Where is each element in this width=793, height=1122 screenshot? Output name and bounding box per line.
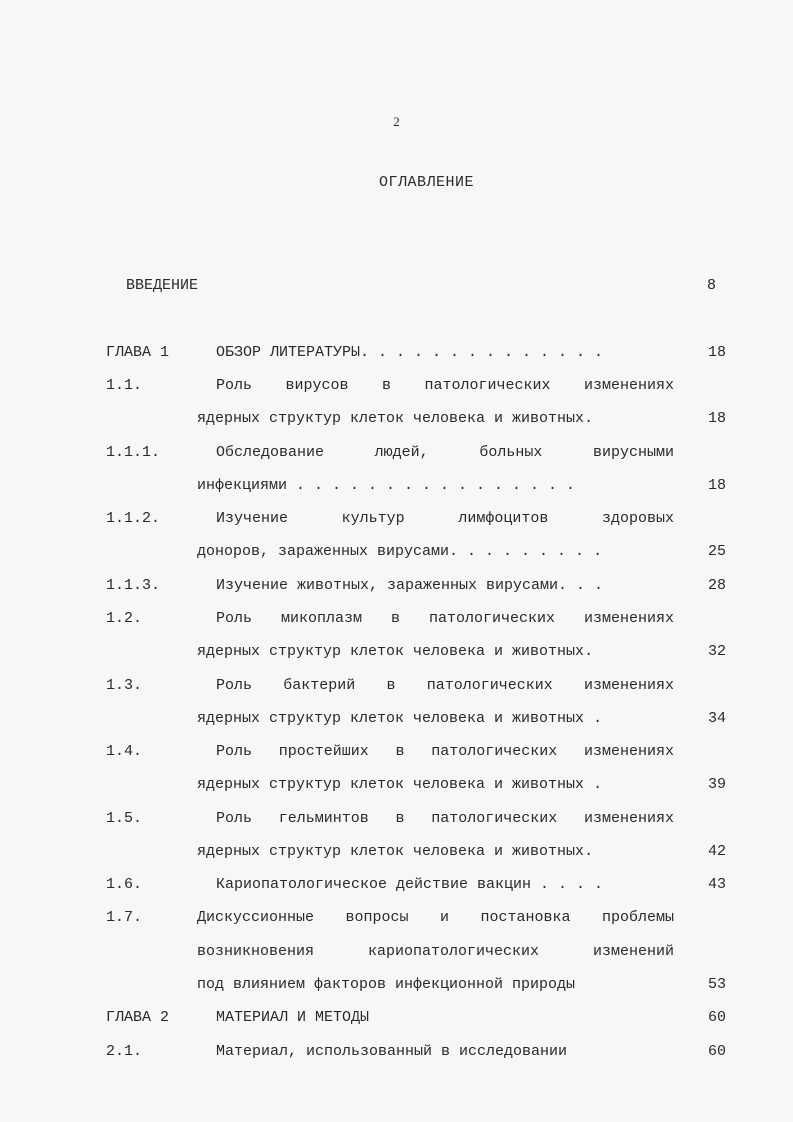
toc-text: Роль гельминтов в патологических изменениях bbox=[216, 810, 674, 827]
page-title: ОГЛАВЛЕНИЕ bbox=[378, 174, 474, 191]
toc-page: 32 bbox=[707, 643, 726, 660]
toc-number: 1.1.3. bbox=[106, 577, 161, 594]
toc-text: МАТЕРИАЛ И МЕТОДЫ bbox=[216, 1009, 370, 1026]
toc-page: 18 bbox=[707, 344, 726, 361]
toc-row bbox=[0, 742, 793, 775]
toc-row bbox=[0, 809, 793, 842]
toc-number: 1.5. bbox=[106, 810, 143, 827]
toc-page: 43 bbox=[707, 876, 726, 893]
toc-number: 1.1.2. bbox=[106, 510, 161, 527]
toc-number: 1.2. bbox=[106, 610, 143, 627]
toc-row bbox=[0, 1042, 793, 1075]
toc-row bbox=[0, 576, 793, 609]
toc-text: Изучение животных, зараженных вирусами. . . bbox=[216, 577, 604, 594]
toc-number: 1.4. bbox=[106, 743, 143, 760]
toc-page: 60 bbox=[707, 1009, 726, 1026]
toc-row bbox=[0, 676, 793, 709]
toc-text: ядерных структур клеток человека и животных. bbox=[197, 843, 594, 860]
toc-text: инфекциями . . . . . . . . . . . . . . . . bbox=[197, 477, 576, 494]
toc-page: 39 bbox=[707, 776, 726, 793]
toc-text: Кариопатологическое действие вакцин . . . . bbox=[216, 876, 604, 893]
toc-text: Роль вирусов в патологических изменениях bbox=[216, 377, 674, 394]
toc-row bbox=[0, 908, 793, 941]
toc-text: Роль микоплазм в патологических изменениях bbox=[216, 610, 674, 627]
toc-text: Материал, использованный в исследовании bbox=[216, 1043, 568, 1060]
toc-row bbox=[0, 842, 793, 875]
toc-page: 28 bbox=[707, 577, 726, 594]
toc-row bbox=[0, 975, 793, 1008]
toc-text: ядерных структур клеток человека и животных. bbox=[197, 410, 594, 427]
toc-text: Роль простейших в патологических изменениях bbox=[216, 743, 674, 760]
toc-text: доноров, зараженных вирусами. . . . . . . . . bbox=[197, 543, 603, 560]
toc-row bbox=[0, 1008, 793, 1041]
toc-page: 34 bbox=[707, 710, 726, 727]
toc-row bbox=[0, 376, 793, 409]
toc-page: 25 bbox=[707, 543, 726, 560]
toc-page: 53 bbox=[707, 976, 726, 993]
toc-page: 18 bbox=[707, 410, 726, 427]
toc-text: Роль бактерий в патологических изменениях bbox=[216, 677, 674, 694]
toc-row bbox=[0, 609, 793, 642]
toc-page: 18 bbox=[707, 477, 726, 494]
toc-text: ядерных структур клеток человека и животных . bbox=[197, 710, 603, 727]
toc-text: Обследование людей, больных вирусными bbox=[216, 444, 674, 461]
toc-text: возникновения кариопатологических изменений bbox=[197, 943, 674, 960]
toc-text: ядерных структур клеток человека и животных. bbox=[197, 643, 594, 660]
toc-text: Дискуссионные вопросы и постановка проблемы bbox=[197, 909, 674, 926]
toc-number: 1.6. bbox=[106, 876, 143, 893]
toc-row bbox=[0, 875, 793, 908]
toc-row bbox=[0, 709, 793, 742]
toc-text: под влиянием факторов инфекционной природы bbox=[197, 976, 576, 993]
toc-number: 1.1. bbox=[106, 377, 143, 394]
toc-number: 1.1.1. bbox=[106, 444, 161, 461]
toc-row bbox=[0, 942, 793, 975]
toc-text: Изучение культур лимфоцитов здоровых bbox=[216, 510, 674, 527]
toc-row bbox=[0, 476, 793, 509]
toc-number: ГЛАВА 1 bbox=[106, 344, 170, 361]
toc-number: ГЛАВА 2 bbox=[106, 1009, 170, 1026]
toc-row bbox=[0, 443, 793, 476]
toc-row bbox=[0, 542, 793, 575]
toc-text: ОБЗОР ЛИТЕРАТУРЫ. . . . . . . . . . . . . . bbox=[216, 344, 604, 361]
toc-intro-label: ВВЕДЕНИЕ bbox=[126, 277, 199, 294]
toc-number: 1.7. bbox=[106, 909, 143, 926]
toc-row bbox=[0, 642, 793, 675]
toc-number: 2.1. bbox=[106, 1043, 143, 1060]
toc-page: 60 bbox=[707, 1043, 726, 1060]
toc-row bbox=[0, 343, 793, 376]
toc-number: 1.3. bbox=[106, 677, 143, 694]
toc-text: ядерных структур клеток человека и животных . bbox=[197, 776, 603, 793]
toc-intro-page: 8 bbox=[706, 277, 716, 294]
toc-row bbox=[0, 775, 793, 808]
toc-row bbox=[0, 509, 793, 542]
page-number: 2 bbox=[393, 114, 400, 129]
toc-row bbox=[0, 409, 793, 442]
toc-page: 42 bbox=[707, 843, 726, 860]
